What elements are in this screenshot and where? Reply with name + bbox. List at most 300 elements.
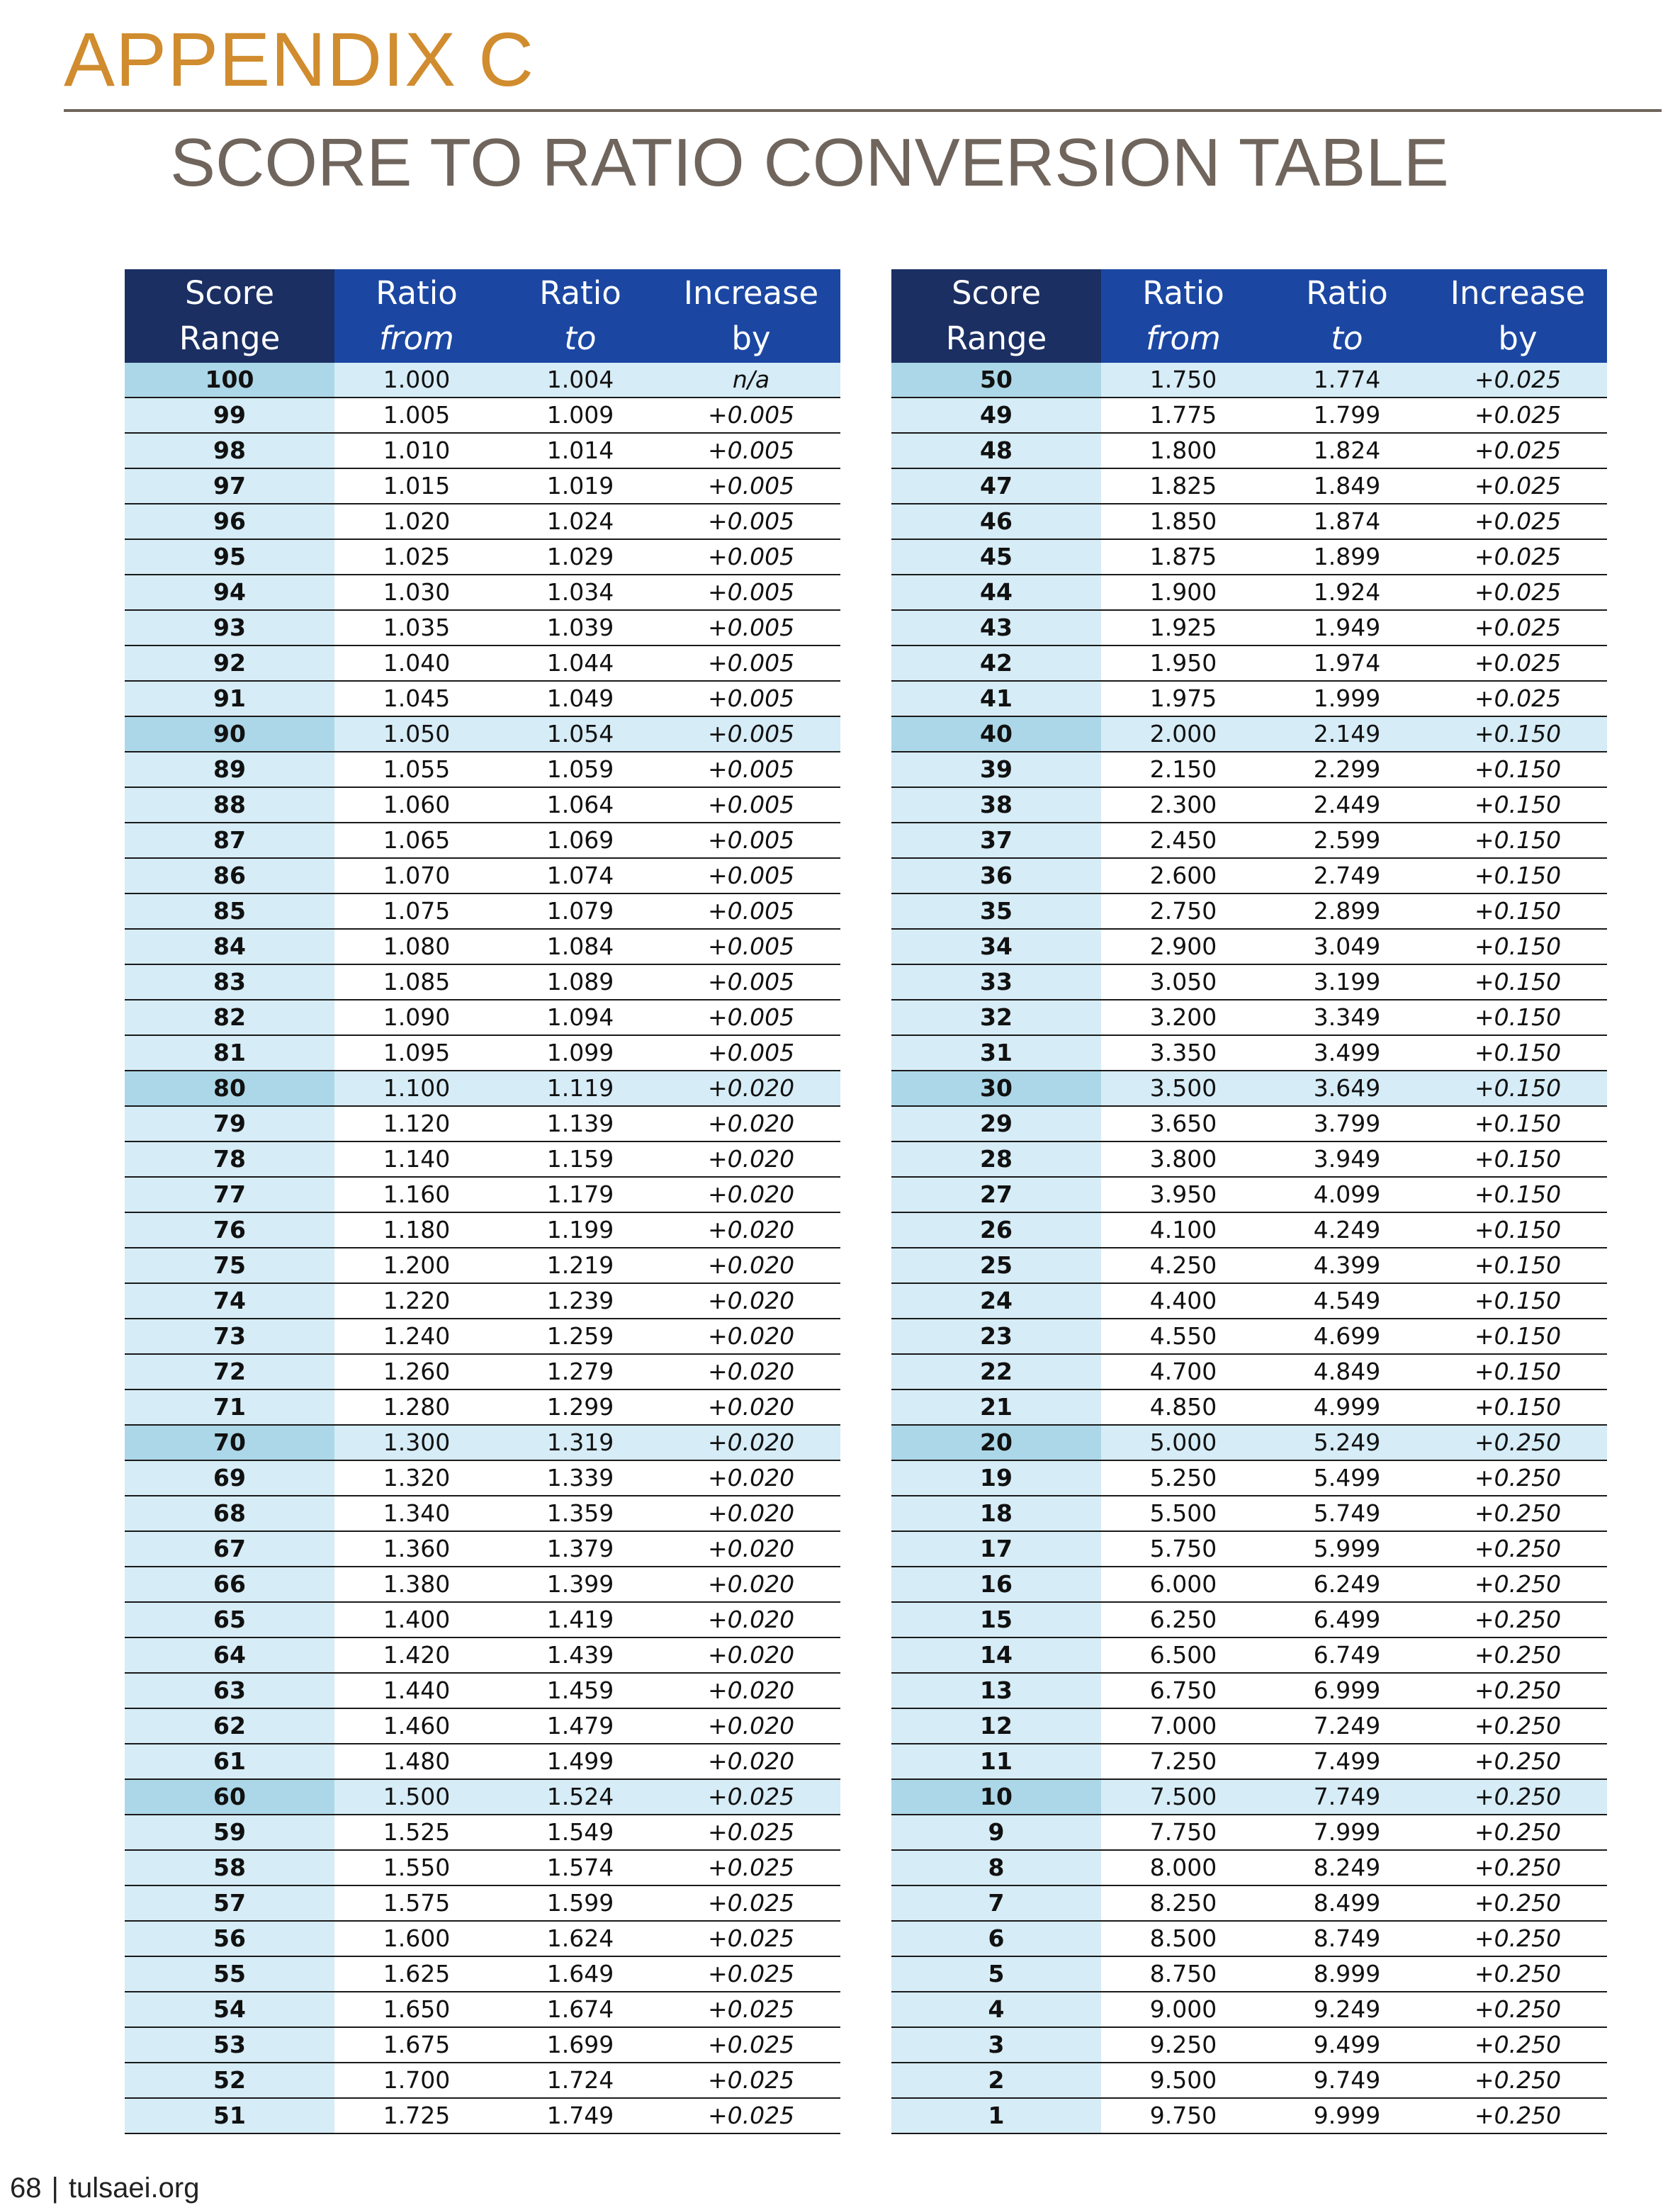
ratio-to-cell: 7.499 [1265, 1744, 1428, 1779]
increase-cell: +0.005 [662, 752, 840, 787]
ratio-to-cell: 1.034 [499, 575, 662, 610]
ratio-to-cell: 1.949 [1265, 610, 1428, 645]
ratio-to-cell: 1.159 [499, 1141, 662, 1177]
ratio-from-cell: 9.750 [1101, 2098, 1265, 2133]
ratio-from-cell: 1.850 [1101, 504, 1265, 539]
table-row [891, 1637, 1607, 1673]
ratio-to-cell: 9.249 [1265, 1992, 1428, 2027]
header-from-line2: from [379, 320, 454, 357]
increase-cell: +0.020 [662, 1389, 840, 1425]
score-cell: 51 [125, 2098, 334, 2133]
table-row [125, 363, 840, 398]
score-cell: 24 [891, 1283, 1101, 1319]
score-cell: 22 [891, 1354, 1101, 1389]
increase-cell: +0.250 [1428, 1744, 1607, 1779]
ratio-to-cell: 1.119 [499, 1071, 662, 1106]
footer-website: tulsaei.org [68, 2172, 200, 2204]
ratio-to-cell: 8.499 [1265, 1885, 1428, 1921]
table-row [891, 1000, 1607, 1035]
conversion-table-left [125, 269, 840, 2134]
table-row [125, 2063, 840, 2098]
score-cell: 76 [125, 1212, 334, 1248]
header-score-line2: Range [945, 320, 1047, 357]
ratio-from-cell: 1.420 [334, 1637, 499, 1673]
score-cell: 62 [125, 1708, 334, 1744]
score-cell: 77 [125, 1177, 334, 1212]
table-row [125, 1673, 840, 1708]
header-inc-line2: by [1498, 320, 1538, 357]
increase-cell: +0.020 [662, 1673, 840, 1708]
ratio-to-cell: 7.749 [1265, 1779, 1428, 1815]
increase-cell: +0.150 [1428, 1035, 1607, 1071]
table-row [125, 1708, 840, 1744]
ratio-to-cell: 6.499 [1265, 1602, 1428, 1637]
table-row [891, 1850, 1607, 1885]
ratio-from-cell: 1.085 [334, 964, 499, 1000]
ratio-from-cell: 5.500 [1101, 1496, 1265, 1531]
ratio-from-cell: 1.120 [334, 1106, 499, 1141]
ratio-from-cell: 1.650 [334, 1992, 499, 2027]
ratio-to-cell: 1.009 [499, 398, 662, 433]
ratio-from-cell: 3.350 [1101, 1035, 1265, 1071]
ratio-to-cell: 1.699 [499, 2027, 662, 2063]
table-row [125, 964, 840, 1000]
increase-cell: +0.025 [662, 1815, 840, 1850]
table-row [891, 433, 1607, 468]
table-row [891, 1354, 1607, 1389]
score-cell: 80 [125, 1071, 334, 1106]
header-from-line1: Ratio [1142, 274, 1224, 312]
increase-cell: +0.025 [662, 1779, 840, 1815]
ratio-to-cell: 1.299 [499, 1389, 662, 1425]
score-cell: 40 [891, 716, 1101, 752]
table-row [891, 1035, 1607, 1071]
table-header-row [125, 269, 840, 363]
increase-cell: +0.025 [662, 1885, 840, 1921]
table-row [891, 504, 1607, 539]
increase-cell: +0.005 [662, 1000, 840, 1035]
table-row [891, 1567, 1607, 1602]
score-cell: 10 [891, 1779, 1101, 1815]
ratio-to-cell: 1.199 [499, 1212, 662, 1248]
ratio-to-cell: 4.999 [1265, 1389, 1428, 1425]
ratio-to-cell: 5.499 [1265, 1460, 1428, 1496]
ratio-to-cell: 1.259 [499, 1319, 662, 1354]
score-cell: 44 [891, 575, 1101, 610]
score-cell: 8 [891, 1850, 1101, 1885]
ratio-to-cell: 1.319 [499, 1425, 662, 1460]
header-inc-line2: by [731, 320, 771, 357]
header-ratio-to [1265, 269, 1428, 363]
table-row [891, 2098, 1607, 2133]
table-row [891, 1815, 1607, 1850]
table-row [891, 716, 1607, 752]
header-ratio-from [1101, 269, 1265, 363]
score-cell: 48 [891, 433, 1101, 468]
increase-cell: +0.250 [1428, 1637, 1607, 1673]
header-from-line2: from [1146, 320, 1221, 357]
ratio-from-cell: 5.750 [1101, 1531, 1265, 1567]
increase-cell: +0.150 [1428, 1319, 1607, 1354]
increase-cell: +0.150 [1428, 858, 1607, 893]
ratio-to-cell: 1.049 [499, 681, 662, 716]
increase-cell: +0.005 [662, 398, 840, 433]
ratio-to-cell: 1.724 [499, 2063, 662, 2098]
header-inc-line1: Increase [683, 274, 819, 312]
ratio-from-cell: 7.500 [1101, 1779, 1265, 1815]
table-row [125, 539, 840, 575]
table-row [125, 1035, 840, 1071]
score-cell: 96 [125, 504, 334, 539]
table-row [125, 1956, 840, 1992]
table-row [891, 1283, 1607, 1319]
increase-cell: +0.150 [1428, 1177, 1607, 1212]
ratio-to-cell: 2.449 [1265, 787, 1428, 823]
table-row [125, 1283, 840, 1319]
ratio-to-cell: 4.249 [1265, 1212, 1428, 1248]
ratio-from-cell: 7.000 [1101, 1708, 1265, 1744]
increase-cell: +0.025 [662, 2027, 840, 2063]
increase-cell: +0.005 [662, 823, 840, 858]
ratio-from-cell: 4.400 [1101, 1283, 1265, 1319]
score-cell: 66 [125, 1567, 334, 1602]
table-row [891, 1071, 1607, 1106]
score-cell: 20 [891, 1425, 1101, 1460]
increase-cell: +0.020 [662, 1708, 840, 1744]
increase-cell: +0.020 [662, 1283, 840, 1319]
ratio-from-cell: 7.250 [1101, 1744, 1265, 1779]
ratio-from-cell: 3.200 [1101, 1000, 1265, 1035]
table-row [891, 1106, 1607, 1141]
score-cell: 34 [891, 929, 1101, 964]
ratio-from-cell: 9.000 [1101, 1992, 1265, 2027]
table-row [125, 1637, 840, 1673]
ratio-from-cell: 1.675 [334, 2027, 499, 2063]
table-row [891, 1531, 1607, 1567]
increase-cell: +0.250 [1428, 1921, 1607, 1956]
increase-cell: +0.005 [662, 893, 840, 929]
table-row [891, 1496, 1607, 1531]
score-cell: 63 [125, 1673, 334, 1708]
increase-cell: +0.005 [662, 858, 840, 893]
score-cell: 21 [891, 1389, 1101, 1425]
increase-cell: +0.150 [1428, 1000, 1607, 1035]
ratio-to-cell: 1.069 [499, 823, 662, 858]
ratio-from-cell: 4.250 [1101, 1248, 1265, 1283]
table-row [125, 1496, 840, 1531]
ratio-from-cell: 1.725 [334, 2098, 499, 2133]
ratio-to-cell: 4.099 [1265, 1177, 1428, 1212]
ratio-to-cell: 1.074 [499, 858, 662, 893]
increase-cell: +0.250 [1428, 1567, 1607, 1602]
table-row [125, 858, 840, 893]
score-cell: 6 [891, 1921, 1101, 1956]
ratio-from-cell: 1.875 [1101, 539, 1265, 575]
ratio-to-cell: 1.459 [499, 1673, 662, 1708]
score-cell: 90 [125, 716, 334, 752]
score-cell: 61 [125, 1744, 334, 1779]
ratio-to-cell: 1.064 [499, 787, 662, 823]
table-row [891, 1992, 1607, 2027]
ratio-from-cell: 1.500 [334, 1779, 499, 1815]
table-row [891, 1673, 1607, 1708]
ratio-from-cell: 4.700 [1101, 1354, 1265, 1389]
ratio-to-cell: 1.219 [499, 1248, 662, 1283]
ratio-from-cell: 1.100 [334, 1071, 499, 1106]
increase-cell: +0.150 [1428, 1071, 1607, 1106]
ratio-from-cell: 1.925 [1101, 610, 1265, 645]
ratio-from-cell: 1.050 [334, 716, 499, 752]
score-cell: 4 [891, 1992, 1101, 2027]
score-cell: 60 [125, 1779, 334, 1815]
ratio-from-cell: 1.575 [334, 1885, 499, 1921]
score-cell: 23 [891, 1319, 1101, 1354]
increase-cell: +0.250 [1428, 2063, 1607, 2098]
ratio-to-cell: 1.999 [1265, 681, 1428, 716]
score-cell: 64 [125, 1637, 334, 1673]
ratio-from-cell: 2.900 [1101, 929, 1265, 964]
ratio-from-cell: 5.000 [1101, 1425, 1265, 1460]
ratio-to-cell: 1.924 [1265, 575, 1428, 610]
header-ratio-from [334, 269, 499, 363]
increase-cell: +0.025 [1428, 504, 1607, 539]
score-cell: 82 [125, 1000, 334, 1035]
ratio-to-cell: 1.574 [499, 1850, 662, 1885]
ratio-to-cell: 1.179 [499, 1177, 662, 1212]
ratio-to-cell: 2.599 [1265, 823, 1428, 858]
ratio-to-cell: 1.059 [499, 752, 662, 787]
increase-cell: +0.250 [1428, 1956, 1607, 1992]
ratio-to-cell: 1.004 [499, 363, 662, 398]
score-cell: 67 [125, 1531, 334, 1567]
ratio-to-cell: 3.649 [1265, 1071, 1428, 1106]
increase-cell: +0.005 [662, 787, 840, 823]
increase-cell: +0.150 [1428, 1283, 1607, 1319]
table-row [891, 681, 1607, 716]
table-row [891, 468, 1607, 504]
table-row [891, 929, 1607, 964]
ratio-to-cell: 6.749 [1265, 1637, 1428, 1673]
ratio-from-cell: 1.055 [334, 752, 499, 787]
increase-cell: +0.150 [1428, 752, 1607, 787]
table-row [891, 2063, 1607, 2098]
ratio-from-cell: 3.650 [1101, 1106, 1265, 1141]
score-cell: 43 [891, 610, 1101, 645]
table-row [891, 1319, 1607, 1354]
table-row [125, 1212, 840, 1248]
score-cell: 2 [891, 2063, 1101, 2098]
increase-cell: +0.005 [662, 504, 840, 539]
ratio-from-cell: 2.150 [1101, 752, 1265, 787]
increase-cell: +0.150 [1428, 823, 1607, 858]
ratio-from-cell: 6.500 [1101, 1637, 1265, 1673]
score-cell: 3 [891, 2027, 1101, 2063]
score-cell: 70 [125, 1425, 334, 1460]
increase-cell: +0.025 [1428, 575, 1607, 610]
ratio-from-cell: 1.340 [334, 1496, 499, 1531]
increase-cell: +0.020 [662, 1319, 840, 1354]
table-row [125, 610, 840, 645]
ratio-from-cell: 1.625 [334, 1956, 499, 1992]
table-row [891, 893, 1607, 929]
score-cell: 18 [891, 1496, 1101, 1531]
table-row [125, 398, 840, 433]
ratio-from-cell: 5.250 [1101, 1460, 1265, 1496]
ratio-from-cell: 1.900 [1101, 575, 1265, 610]
increase-cell: +0.005 [662, 610, 840, 645]
table-row [891, 752, 1607, 787]
ratio-from-cell: 8.000 [1101, 1850, 1265, 1885]
score-cell: 72 [125, 1354, 334, 1389]
increase-cell: +0.005 [662, 1035, 840, 1071]
score-cell: 79 [125, 1106, 334, 1141]
ratio-to-cell: 1.974 [1265, 645, 1428, 681]
page-footer [10, 2172, 199, 2204]
ratio-to-cell: 1.029 [499, 539, 662, 575]
table-row [891, 539, 1607, 575]
increase-cell: +0.020 [662, 1248, 840, 1283]
ratio-to-cell: 3.499 [1265, 1035, 1428, 1071]
ratio-from-cell: 1.000 [334, 363, 499, 398]
increase-cell: +0.250 [1428, 1673, 1607, 1708]
score-cell: 49 [891, 398, 1101, 433]
increase-cell: +0.020 [662, 1177, 840, 1212]
increase-cell: +0.020 [662, 1637, 840, 1673]
ratio-from-cell: 1.075 [334, 893, 499, 929]
score-cell: 56 [125, 1921, 334, 1956]
ratio-from-cell: 1.975 [1101, 681, 1265, 716]
increase-cell: +0.150 [1428, 1141, 1607, 1177]
table-row [125, 1389, 840, 1425]
score-cell: 14 [891, 1637, 1101, 1673]
ratio-from-cell: 6.000 [1101, 1567, 1265, 1602]
ratio-to-cell: 4.399 [1265, 1248, 1428, 1283]
table-row [125, 716, 840, 752]
ratio-from-cell: 1.825 [1101, 468, 1265, 504]
ratio-to-cell: 1.749 [499, 2098, 662, 2133]
table-row [891, 1212, 1607, 1248]
score-cell: 71 [125, 1389, 334, 1425]
ratio-to-cell: 1.599 [499, 1885, 662, 1921]
header-increase-by [662, 269, 840, 363]
increase-cell: +0.005 [662, 681, 840, 716]
ratio-from-cell: 1.220 [334, 1283, 499, 1319]
ratio-to-cell: 1.524 [499, 1779, 662, 1815]
ratio-to-cell: 1.089 [499, 964, 662, 1000]
increase-cell: +0.005 [662, 964, 840, 1000]
score-cell: 65 [125, 1602, 334, 1637]
table-row [125, 1567, 840, 1602]
increase-cell: +0.020 [662, 1496, 840, 1531]
ratio-from-cell: 1.480 [334, 1744, 499, 1779]
table-row [891, 1389, 1607, 1425]
ratio-from-cell: 6.250 [1101, 1602, 1265, 1637]
increase-cell: +0.020 [662, 1460, 840, 1496]
ratio-from-cell: 1.440 [334, 1673, 499, 1708]
increase-cell: +0.025 [662, 2098, 840, 2133]
increase-cell: +0.020 [662, 1212, 840, 1248]
ratio-to-cell: 2.899 [1265, 893, 1428, 929]
table-row [891, 1177, 1607, 1212]
table-row [125, 823, 840, 858]
ratio-from-cell: 6.750 [1101, 1673, 1265, 1708]
ratio-to-cell: 1.379 [499, 1531, 662, 1567]
ratio-to-cell: 8.749 [1265, 1921, 1428, 1956]
increase-cell: +0.150 [1428, 929, 1607, 964]
ratio-to-cell: 1.649 [499, 1956, 662, 1992]
ratio-from-cell: 4.550 [1101, 1319, 1265, 1354]
score-cell: 91 [125, 681, 334, 716]
score-cell: 69 [125, 1460, 334, 1496]
score-cell: 50 [891, 363, 1101, 398]
ratio-from-cell: 3.500 [1101, 1071, 1265, 1106]
ratio-from-cell: 1.600 [334, 1921, 499, 1956]
header-score-line1: Score [951, 274, 1042, 312]
score-cell: 100 [125, 363, 334, 398]
ratio-to-cell: 1.499 [499, 1744, 662, 1779]
increase-cell: +0.025 [1428, 539, 1607, 575]
ratio-to-cell: 6.249 [1265, 1567, 1428, 1602]
increase-cell: +0.020 [662, 1071, 840, 1106]
ratio-from-cell: 1.400 [334, 1602, 499, 1637]
ratio-from-cell: 1.525 [334, 1815, 499, 1850]
table-row [125, 468, 840, 504]
increase-cell: +0.020 [662, 1425, 840, 1460]
score-cell: 45 [891, 539, 1101, 575]
ratio-from-cell: 8.250 [1101, 1885, 1265, 1921]
header-score-range [891, 269, 1101, 363]
ratio-to-cell: 1.014 [499, 433, 662, 468]
table-row [125, 1779, 840, 1815]
table-row [891, 398, 1607, 433]
table-row [125, 787, 840, 823]
increase-cell: +0.025 [662, 1921, 840, 1956]
increase-cell: +0.250 [1428, 2098, 1607, 2133]
increase-cell: +0.250 [1428, 1850, 1607, 1885]
ratio-to-cell: 9.999 [1265, 2098, 1428, 2133]
score-cell: 86 [125, 858, 334, 893]
score-cell: 38 [891, 787, 1101, 823]
ratio-from-cell: 2.450 [1101, 823, 1265, 858]
ratio-to-cell: 9.499 [1265, 2027, 1428, 2063]
ratio-to-cell: 3.199 [1265, 964, 1428, 1000]
score-cell: 15 [891, 1602, 1101, 1637]
header-to-line1: Ratio [539, 274, 621, 312]
score-cell: 28 [891, 1141, 1101, 1177]
ratio-from-cell: 1.010 [334, 433, 499, 468]
ratio-to-cell: 1.079 [499, 893, 662, 929]
header-to-line2: to [1331, 320, 1363, 357]
ratio-from-cell: 1.180 [334, 1212, 499, 1248]
score-cell: 31 [891, 1035, 1101, 1071]
table-row [891, 1956, 1607, 1992]
increase-cell: +0.250 [1428, 1815, 1607, 1850]
ratio-to-cell: 4.549 [1265, 1283, 1428, 1319]
increase-cell: +0.025 [1428, 468, 1607, 504]
header-to-line2: to [564, 320, 597, 357]
ratio-from-cell: 1.800 [1101, 433, 1265, 468]
increase-cell: +0.020 [662, 1141, 840, 1177]
table-row [891, 1141, 1607, 1177]
increase-cell: +0.025 [662, 2063, 840, 2098]
ratio-to-cell: 7.999 [1265, 1815, 1428, 1850]
header-score-line1: Score [184, 274, 275, 312]
ratio-from-cell: 1.060 [334, 787, 499, 823]
header-ratio-to [499, 269, 662, 363]
table-row [891, 787, 1607, 823]
ratio-from-cell: 2.750 [1101, 893, 1265, 929]
ratio-to-cell: 8.999 [1265, 1956, 1428, 1992]
